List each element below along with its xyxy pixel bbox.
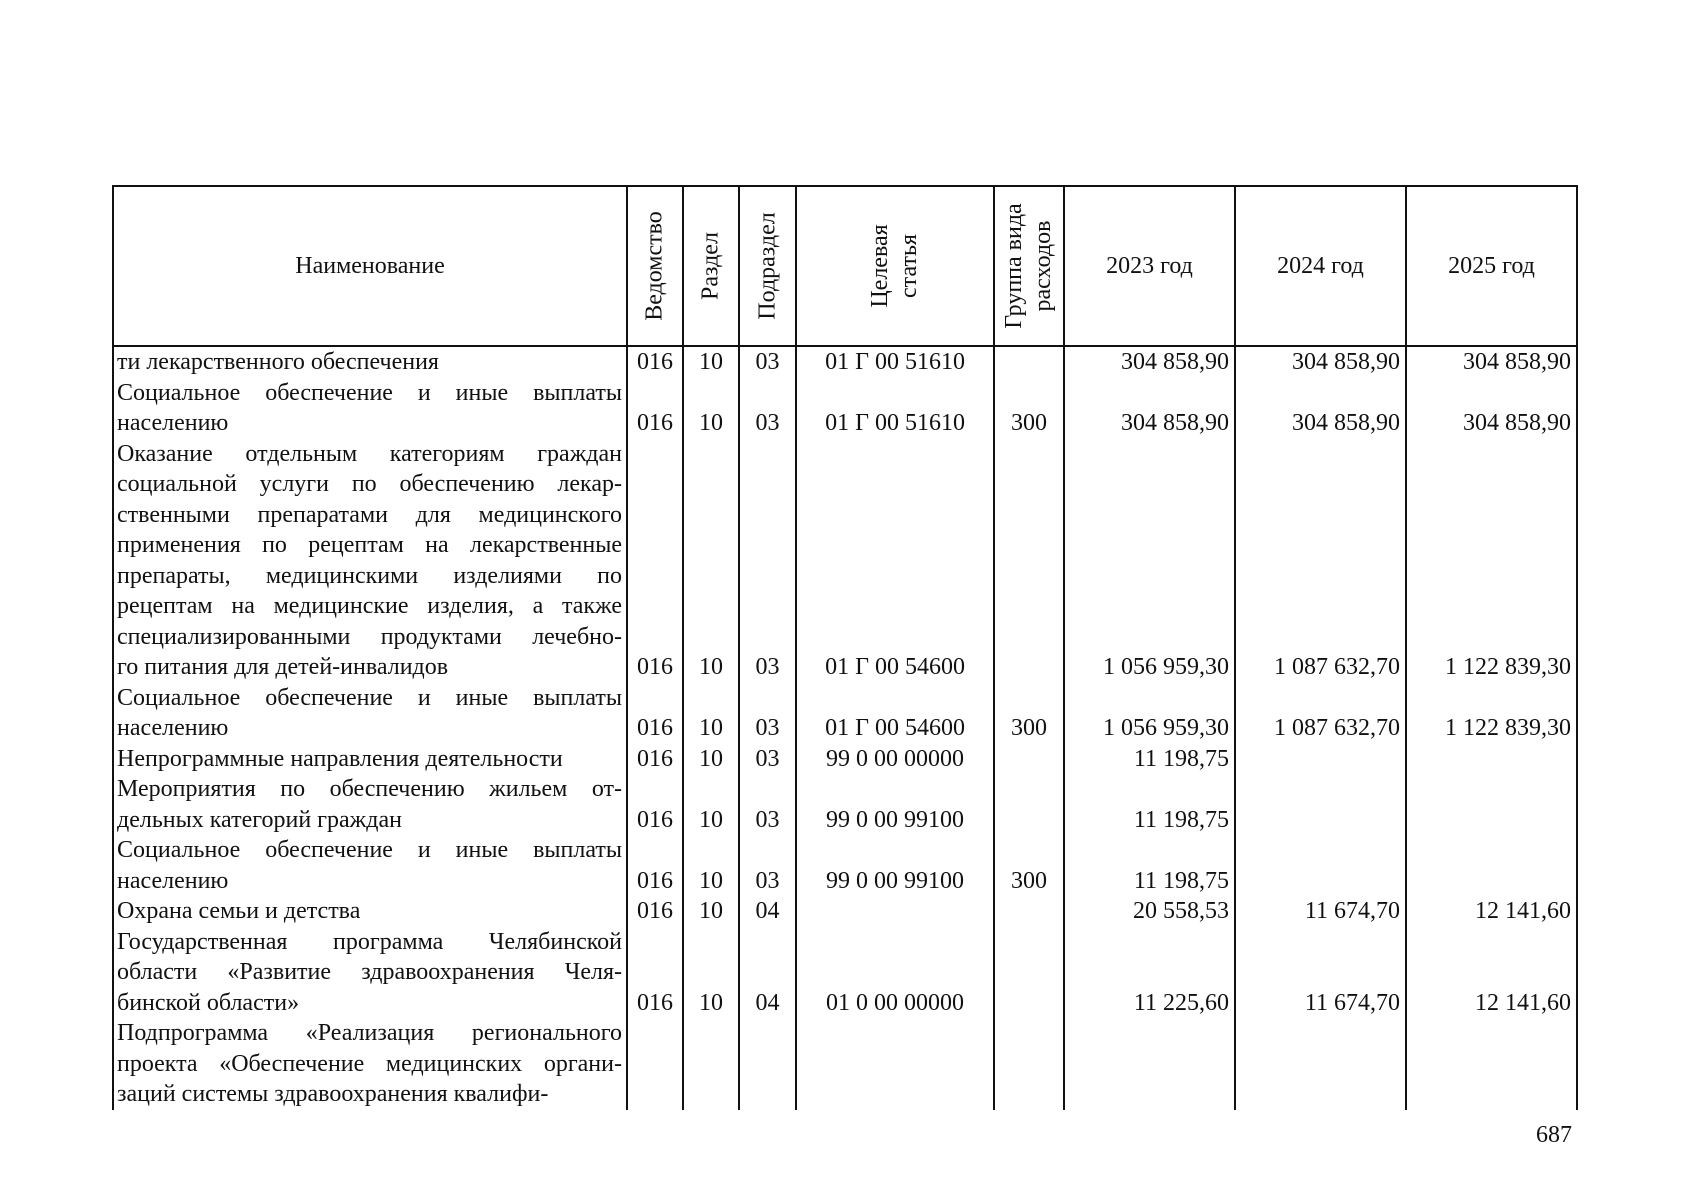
name-line: населению <box>117 410 229 436</box>
cell-2024 <box>1235 744 1406 775</box>
cell-2025 <box>1406 744 1577 775</box>
header-name: Наименование <box>113 186 627 346</box>
cell-name <box>113 439 627 683</box>
cell-group <box>994 896 1064 927</box>
cell-target: 99 0 00 00000 <box>796 744 994 775</box>
cell-2023: 304 858,90 <box>1064 346 1235 378</box>
header-subsection-label: Подраздел <box>754 212 780 320</box>
table-body <box>113 346 1577 1110</box>
name-line: препараты, медицинскими изделиями по <box>117 562 622 589</box>
cell-2023: 11 225,60 <box>1064 927 1235 1019</box>
header-section-label: Раздел <box>697 232 724 300</box>
cell-name <box>113 1018 627 1110</box>
cell-subsection: 03 <box>739 378 796 439</box>
header-target <box>796 186 994 346</box>
header-group-line1: Группа вида <box>1001 203 1027 329</box>
cell-name <box>113 927 627 1019</box>
name-line: применения по рецептам на лекарственные <box>117 532 622 558</box>
cell-department: 016 <box>627 774 683 835</box>
cell-target <box>796 1018 994 1110</box>
name-line: го питания для детей-инвалидов <box>117 654 449 680</box>
name-line: области «Развитие здравоохранения Челя- <box>117 959 622 985</box>
cell-section: 10 <box>683 439 739 683</box>
table-row <box>113 744 1577 775</box>
name-line: Подпрограмма «Реализация регионального <box>117 1020 622 1046</box>
cell-section: 10 <box>683 683 739 744</box>
cell-department: 016 <box>627 896 683 927</box>
table-row <box>113 927 1577 1019</box>
cell-2025: 12 141,60 <box>1406 927 1577 1019</box>
cell-group: 300 <box>994 835 1064 896</box>
cell-target: 01 Г 00 54600 <box>796 683 994 744</box>
name-line: дельных категорий граждан <box>117 806 402 833</box>
cell-department: 016 <box>627 927 683 1019</box>
cell-group: 300 <box>994 378 1064 439</box>
cell-2025: 304 858,90 <box>1406 378 1577 439</box>
cell-2024: 304 858,90 <box>1235 378 1406 439</box>
cell-2023: 11 198,75 <box>1064 835 1235 896</box>
cell-name <box>113 346 627 378</box>
cell-department: 016 <box>627 744 683 775</box>
name-line: Оказание отдельным категориям граждан <box>117 440 622 467</box>
name-line: ственными препаратами для медицинского <box>117 501 622 528</box>
header-2023: 2023 год <box>1064 186 1235 346</box>
name-line: населению <box>117 867 229 894</box>
name-line: Непрограммные направления деятельности <box>117 745 563 772</box>
name-line: заций системы здравоохранения квалифи- <box>117 1081 549 1107</box>
cell-2023: 1 056 959,30 <box>1064 683 1235 744</box>
cell-2024 <box>1235 774 1406 835</box>
cell-department: 016 <box>627 835 683 896</box>
cell-name <box>113 896 627 927</box>
header-section <box>683 186 739 346</box>
cell-department: 016 <box>627 439 683 683</box>
name-line: бинской области» <box>117 989 300 1016</box>
name-line: Социальное обеспечение и иные выплаты <box>117 684 622 711</box>
cell-target: 01 Г 00 51610 <box>796 346 994 378</box>
cell-2023: 304 858,90 <box>1064 378 1235 439</box>
cell-group <box>994 744 1064 775</box>
cell-2024: 304 858,90 <box>1235 346 1406 378</box>
cell-subsection: 03 <box>739 835 796 896</box>
header-subsection <box>739 186 796 346</box>
header-row <box>113 186 1577 346</box>
cell-subsection: 03 <box>739 744 796 775</box>
cell-target <box>796 896 994 927</box>
cell-section: 10 <box>683 346 739 378</box>
cell-group <box>994 927 1064 1019</box>
table-row <box>113 1018 1577 1110</box>
cell-target: 99 0 00 99100 <box>796 774 994 835</box>
table-row <box>113 683 1577 744</box>
table-row <box>113 346 1577 378</box>
cell-name <box>113 378 627 439</box>
cell-2025: 304 858,90 <box>1406 346 1577 378</box>
cell-name <box>113 774 627 835</box>
cell-2025: 1 122 839,30 <box>1406 683 1577 744</box>
name-line: ти лекарственного обеспечения <box>117 349 439 375</box>
cell-2024: 1 087 632,70 <box>1235 683 1406 744</box>
cell-section: 10 <box>683 378 739 439</box>
budget-table <box>112 185 1578 1110</box>
header-department <box>627 186 683 346</box>
cell-name <box>113 835 627 896</box>
cell-2024: 11 674,70 <box>1235 896 1406 927</box>
cell-name <box>113 683 627 744</box>
table-row <box>113 439 1577 683</box>
header-department-label: Ведомство <box>641 211 668 321</box>
table-row <box>113 774 1577 835</box>
cell-department: 016 <box>627 683 683 744</box>
cell-group <box>994 346 1064 378</box>
header-2025: 2025 год <box>1406 186 1577 346</box>
cell-target: 01 Г 00 54600 <box>796 439 994 683</box>
cell-section: 10 <box>683 927 739 1019</box>
cell-department: 016 <box>627 346 683 378</box>
name-line: Охрана семьи и детства <box>117 898 361 924</box>
budget-table-container <box>112 185 1576 1110</box>
cell-section: 10 <box>683 744 739 775</box>
name-line: рецептам на медицинские изделия, а также <box>117 593 622 619</box>
cell-2024 <box>1235 1018 1406 1110</box>
name-line: Государственная программа Челябинской <box>117 928 622 955</box>
cell-department <box>627 1018 683 1110</box>
name-line: специализированными продуктами лечебно- <box>117 623 622 650</box>
cell-2025: 12 141,60 <box>1406 896 1577 927</box>
cell-group <box>994 774 1064 835</box>
header-target-line1: Целевая <box>867 224 893 308</box>
cell-2023: 1 056 959,30 <box>1064 439 1235 683</box>
cell-2023: 20 558,53 <box>1064 896 1235 927</box>
cell-2025 <box>1406 774 1577 835</box>
page-number: 687 <box>1536 1122 1572 1148</box>
cell-target: 01 0 00 00000 <box>796 927 994 1019</box>
cell-target: 01 Г 00 51610 <box>796 378 994 439</box>
header-group-line2: расходов <box>1030 220 1056 312</box>
cell-2023: 11 198,75 <box>1064 774 1235 835</box>
cell-subsection: 03 <box>739 346 796 378</box>
cell-subsection: 03 <box>739 774 796 835</box>
name-line: населению <box>117 715 229 741</box>
cell-2024: 1 087 632,70 <box>1235 439 1406 683</box>
cell-target: 99 0 00 99100 <box>796 835 994 896</box>
cell-2025 <box>1406 1018 1577 1110</box>
cell-section: 10 <box>683 835 739 896</box>
header-group <box>994 186 1064 346</box>
cell-subsection: 03 <box>739 439 796 683</box>
name-line: проекта «Обеспечение медицинских органи- <box>117 1050 622 1077</box>
cell-2025 <box>1406 835 1577 896</box>
name-line: Мероприятия по обеспечению жильем от- <box>117 776 622 802</box>
cell-2025: 1 122 839,30 <box>1406 439 1577 683</box>
cell-2024: 11 674,70 <box>1235 927 1406 1019</box>
cell-2023 <box>1064 1018 1235 1110</box>
cell-group <box>994 1018 1064 1110</box>
cell-subsection: 03 <box>739 683 796 744</box>
name-line: Социальное обеспечение и иные выплаты <box>117 837 622 863</box>
table-row <box>113 835 1577 896</box>
name-line: социальной услуги по обеспечению лекар- <box>117 471 622 497</box>
cell-section <box>683 1018 739 1110</box>
header-2024: 2024 год <box>1235 186 1406 346</box>
cell-section: 10 <box>683 774 739 835</box>
cell-name <box>113 744 627 775</box>
table-row <box>113 378 1577 439</box>
cell-2024 <box>1235 835 1406 896</box>
table-header <box>113 186 1577 346</box>
cell-department: 016 <box>627 378 683 439</box>
cell-group <box>994 439 1064 683</box>
cell-subsection: 04 <box>739 896 796 927</box>
cell-subsection <box>739 1018 796 1110</box>
cell-2023: 11 198,75 <box>1064 744 1235 775</box>
cell-section: 10 <box>683 896 739 927</box>
header-target-line2: статья <box>896 234 922 298</box>
cell-group: 300 <box>994 683 1064 744</box>
cell-subsection: 04 <box>739 927 796 1019</box>
name-line: Социальное обеспечение и иные выплаты <box>117 379 622 406</box>
table-row <box>113 896 1577 927</box>
